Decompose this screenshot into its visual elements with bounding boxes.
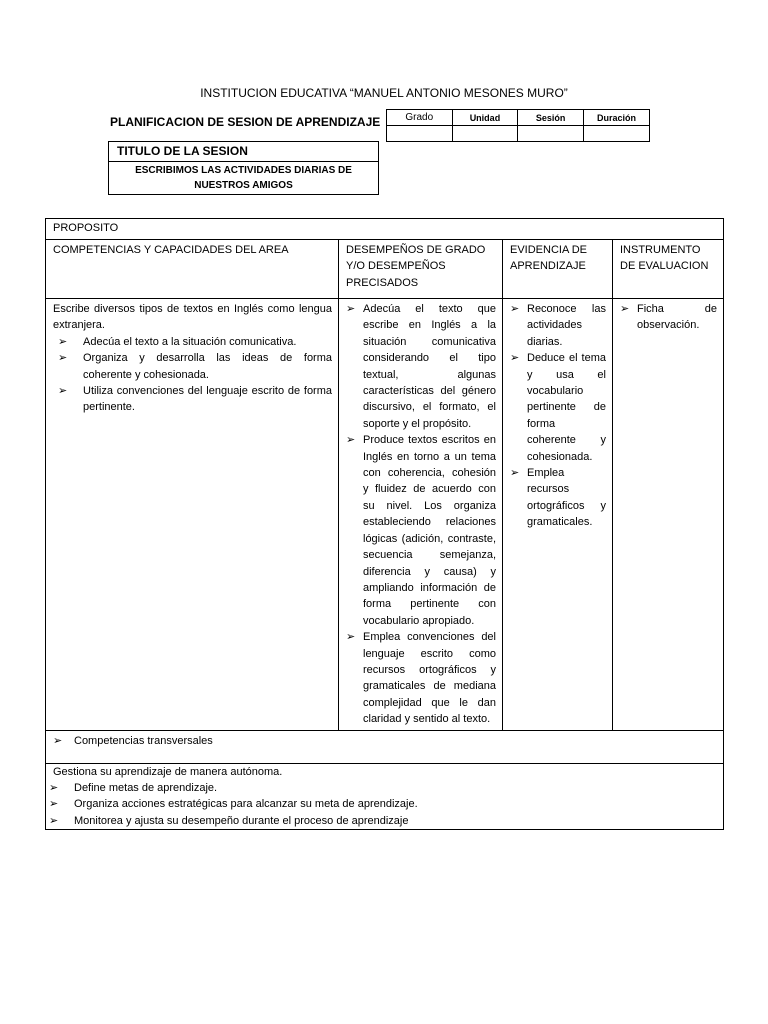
evidencia-text: Deduce el tema y usa el vocabulario pertinente de forma coherente y cohesionada.: [527, 352, 606, 463]
arrow-bullet-icon: ➢: [346, 434, 356, 447]
gestiona-cell: [46, 763, 724, 830]
instrumento-text: Ficha de observación.: [637, 303, 718, 332]
proposito-cell: [46, 219, 724, 240]
arrow-bullet-icon: ➢: [49, 781, 59, 794]
list-item: [53, 350, 332, 383]
gestiona-item-text: Organiza acciones estratégicas para alcanzar su meta de aprendizaje.: [74, 798, 418, 811]
arrow-bullet-icon: ➢: [53, 734, 63, 747]
grado-value: [387, 126, 453, 142]
transversales-list: [48, 733, 717, 749]
list-item: [53, 383, 332, 416]
duracion-header: Duración: [583, 110, 649, 126]
planning-table: [45, 218, 724, 830]
arrow-bullet-icon: ➢: [49, 814, 59, 827]
grado-header: Grado: [387, 110, 453, 126]
instrumentos-list: [620, 301, 717, 334]
arrow-bullet-icon: ➢: [346, 631, 356, 644]
list-item: [53, 334, 332, 350]
arrow-bullet-icon: ➢: [49, 798, 59, 811]
capacidad-text: Adecúa el texto a la situación comunicativa.: [83, 335, 297, 348]
arrow-bullet-icon: ➢: [58, 335, 68, 348]
arrow-bullet-icon: ➢: [58, 385, 68, 398]
list-item: [49, 796, 717, 812]
evidencias-list: [510, 301, 606, 531]
competencias-cell: [46, 299, 339, 731]
capacidades-list: [53, 334, 332, 416]
list-item: [510, 301, 606, 350]
evidencia-header: EVIDENCIA DE APRENDIZAJE: [503, 240, 613, 299]
arrow-bullet-icon: ➢: [620, 303, 630, 315]
unidad-header: Unidad: [452, 110, 518, 126]
evidencia-cell: [503, 299, 613, 731]
desempenos-cell: [339, 299, 503, 731]
session-title-text: ESCRIBIMOS LAS ACTIVIDADES DIARIAS DE NUESTROS AMIGOS: [135, 165, 352, 191]
desempeno-text: Produce textos escritos en Inglés en torno a un tema con coherencia, cohesión y fluidez de acuerdo con su nivel. Los organiza estableciendo relaciones lógicas (adición, contraste, secuencia semejanza, diferencia y causa) y ampliando información de forma pertinente con vocabulario apropiado.: [363, 434, 496, 627]
capacidad-text: Organiza y desarrolla las ideas de forma coherente y cohesionada.: [83, 352, 332, 381]
competencias-header: COMPETENCIAS Y CAPACIDADES DEL AREA: [46, 240, 339, 299]
school-title: INSTITUCION EDUCATIVA “MANUEL ANTONIO MESONES MURO”: [200, 86, 568, 100]
desempenos-header: DESEMPEÑOS DE GRADO Y/O DESEMPEÑOS PRECISADOS: [339, 240, 503, 299]
desempeno-text: Emplea convenciones del lenguaje escrito como recursos ortográficos y gramaticales de mediana complejidad que le dan claridad y sentido al texto.: [363, 631, 496, 726]
session-title-box: [108, 141, 379, 195]
sesion-header: Sesión: [518, 110, 584, 126]
evidencia-text: Reconoce las actividades diarias.: [527, 303, 606, 348]
session-info-table: [386, 109, 650, 142]
list-item: [620, 301, 717, 334]
list-item: [510, 465, 606, 531]
unidad-value: [452, 126, 518, 142]
sesion-value: [518, 126, 584, 142]
competencia-intro: Escribe diversos tipos de textos en Inglés como lengua extranjera.: [53, 303, 332, 332]
transversales-label: Competencias transversales: [74, 734, 213, 747]
arrow-bullet-icon: ➢: [510, 303, 520, 315]
list-item: [49, 813, 717, 829]
plan-title: PLANIFICACION DE SESION DE APRENDIZAJE: [110, 115, 381, 129]
list-item: [48, 733, 717, 749]
instrumento-cell: [613, 299, 724, 731]
arrow-bullet-icon: ➢: [346, 303, 356, 315]
instrumento-header: INSTRUMENTO DE EVALUACION: [613, 240, 724, 299]
desempenos-list: [346, 301, 496, 728]
arrow-bullet-icon: ➢: [510, 467, 520, 480]
capacidad-text: Utiliza convenciones del lenguaje escrito de forma pertinente.: [83, 385, 332, 414]
list-item: [346, 301, 496, 432]
list-item: [49, 780, 717, 796]
gestiona-item-text: Define metas de aprendizaje.: [74, 781, 218, 794]
arrow-bullet-icon: ➢: [510, 352, 520, 365]
proposito-label: PROPOSITO: [53, 222, 119, 234]
session-title-label: TITULO DE LA SESION: [109, 142, 378, 162]
transversales-cell: [46, 730, 724, 763]
list-item: [346, 432, 496, 629]
list-item: [510, 350, 606, 465]
arrow-bullet-icon: ➢: [58, 352, 68, 365]
list-item: [346, 629, 496, 727]
duracion-value: [583, 126, 649, 142]
gestiona-item-text: Monitorea y ajusta su desempeño durante el proceso de aprendizaje: [74, 814, 409, 827]
evidencia-text: Emplea recursos ortográficos y gramaticales.: [527, 467, 606, 529]
desempeno-text: Adecúa el texto que escribe en Inglés a la situación comunicativa considerando el tipo textual, algunas características del género discursivo, el formato, el soporte y el propósito.: [363, 303, 496, 430]
gestiona-list: [49, 780, 717, 829]
gestiona-text: Gestiona su aprendizaje de manera autónoma.: [53, 765, 283, 778]
